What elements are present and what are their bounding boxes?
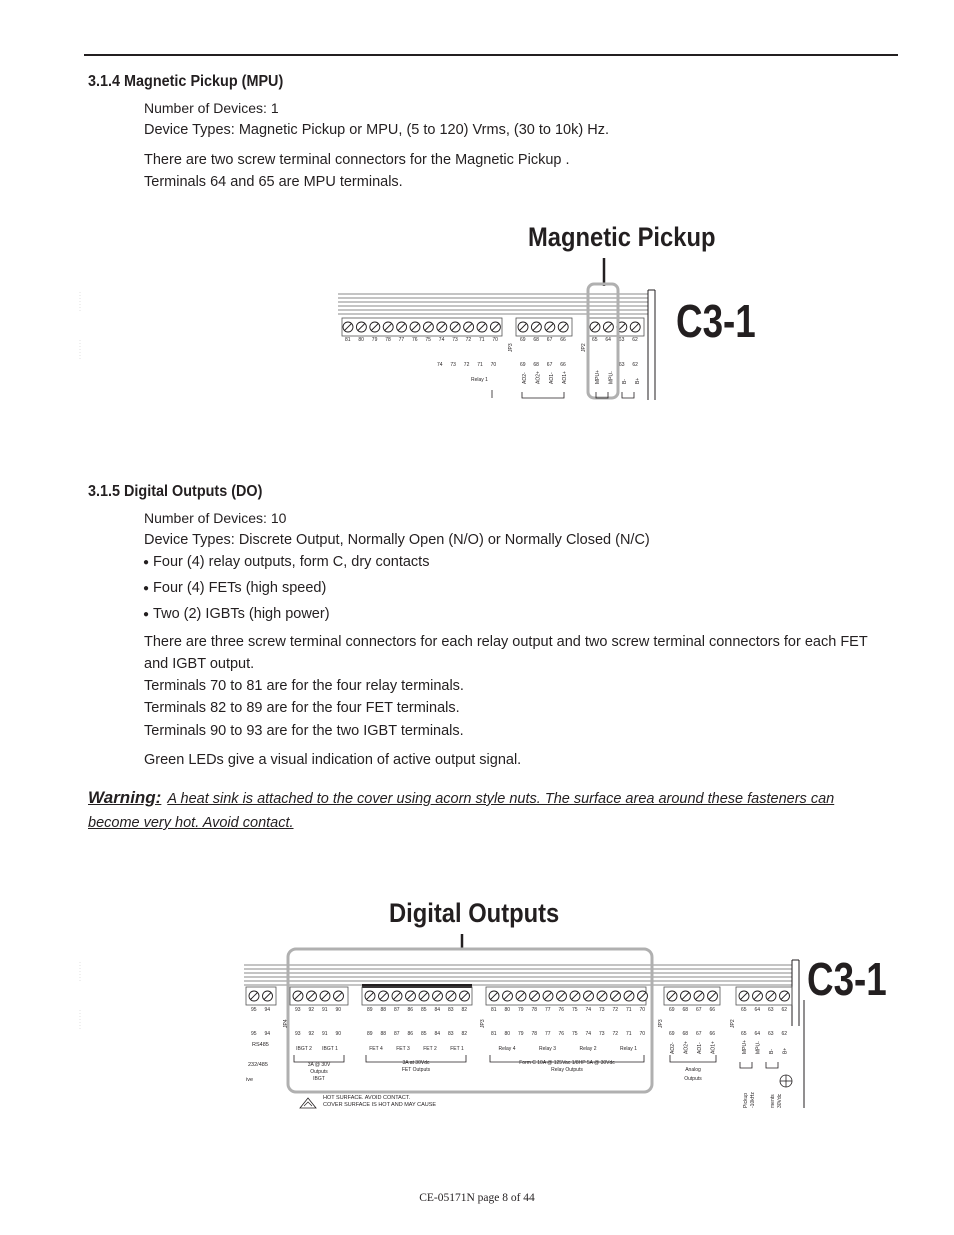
do-terminal-number-lower: 91 <box>322 1031 328 1037</box>
do-terminal-number: 74 <box>585 1007 592 1013</box>
mpu-terminal-number-lower: 62 <box>632 362 638 368</box>
do-terminal-number-lower: 82 <box>461 1031 468 1037</box>
do-screw-icon <box>293 991 303 1001</box>
mpu-diagram-title: Magnetic Pickup <box>528 222 716 252</box>
do-rs232-label: 232/485 <box>248 1062 268 1068</box>
do-relay-name: Relay 1 <box>620 1046 637 1052</box>
do-terminal-number: 92 <box>308 1007 315 1013</box>
do-analog-group: Analog <box>685 1067 701 1073</box>
do-terminal-number-lower: 92 <box>308 1031 315 1037</box>
do-terminal-number-lower: 70 <box>639 1031 646 1037</box>
do-screw-icon <box>597 991 607 1001</box>
do-jp-right: JP2 <box>730 1019 736 1028</box>
do-igbt-group-3: IBGT <box>313 1076 325 1082</box>
do-terminal-number-lower: 86 <box>407 1031 414 1037</box>
mpu-terminal-number: 65 <box>592 337 598 343</box>
do-screw-icon <box>320 991 330 1001</box>
mpu-terminal-number: 71 <box>479 337 485 343</box>
do-rs-cut-label: ive <box>246 1077 254 1083</box>
do-screw-icon <box>780 991 790 1001</box>
mpu-analog-label: AO2+ <box>535 371 542 384</box>
mpu-jp-left: JP3 <box>508 343 514 352</box>
do-relay-name: Relay 3 <box>539 1046 556 1052</box>
mpu-pickup-label: B- <box>621 379 628 384</box>
do-jp-left: JP4 <box>283 1019 289 1028</box>
do-analog-label: AO2- <box>670 1042 676 1054</box>
do-paragraph-3: Terminals 82 to 89 are for the four FET terminals. <box>144 700 460 716</box>
do-terminal-number: 77 <box>545 1007 551 1013</box>
do-fet-group-2: FET Outputs <box>401 1067 431 1073</box>
do-rs485-label: RS485 <box>252 1042 269 1048</box>
do-terminal-number-lower: 73 <box>599 1031 605 1037</box>
do-terminal-number-lower: 64 <box>754 1031 761 1037</box>
do-terminal-number: 86 <box>407 1007 414 1013</box>
do-paragraph-5: Green LEDs give a visual indication of active output signal. <box>144 752 522 768</box>
do-terminal-number-lower: 95 <box>251 1031 257 1037</box>
do-screw-icon <box>557 991 567 1001</box>
do-terminal-number-lower: 83 <box>448 1031 454 1037</box>
do-terminal-number-lower: 93 <box>295 1031 301 1037</box>
do-fet-name: FET 4 <box>369 1046 383 1052</box>
do-terminal-number-lower: 62 <box>781 1031 788 1037</box>
do-screw-icon <box>406 991 416 1001</box>
mpu-terminal-number: 66 <box>560 337 566 343</box>
do-terminal-number-lower: 77 <box>545 1031 551 1037</box>
mpu-terminal-number-lower: 74 <box>437 362 443 368</box>
do-terminal-number-lower: 85 <box>421 1031 427 1037</box>
do-terminal-number: 71 <box>626 1007 632 1013</box>
warning-text: A heat sink is attached to the cover using acorn style nuts. The surface area around these fasteners can become very hot. Avoid contact. <box>88 791 835 831</box>
page-footer: CE-05171N page 8 of 44 <box>419 1192 535 1204</box>
do-screw-icon <box>446 991 456 1001</box>
do-terminal-number-lower: 65 <box>741 1031 747 1037</box>
do-screw-icon <box>624 991 634 1001</box>
do-terminal-number-lower: 72 <box>612 1031 619 1037</box>
do-igbt-name: IBGT 2 <box>296 1046 312 1052</box>
do-screw-icon <box>489 991 499 1001</box>
do-screw-icon <box>249 991 259 1001</box>
do-terminal-number: 79 <box>518 1007 524 1013</box>
do-terminal-number: 73 <box>599 1007 605 1013</box>
do-terminal-number: 65 <box>741 1007 747 1013</box>
do-pickup-label-2: -10kHz <box>750 1092 756 1108</box>
do-terminal-number-lower: 81 <box>491 1031 497 1037</box>
mpu-terminal-number-lower: 66 <box>560 362 566 368</box>
do-terminal-number: 83 <box>448 1007 454 1013</box>
do-screw-icon <box>739 991 749 1001</box>
mpu-terminal-number: 76 <box>412 337 418 343</box>
do-screw-icon <box>708 991 718 1001</box>
do-terminal-number-lower: 87 <box>394 1031 400 1037</box>
mpu-connector-label: C3-1 <box>676 295 756 347</box>
do-terminal-number: 89 <box>367 1007 373 1013</box>
do-terminal-number: 95 <box>251 1007 257 1013</box>
do-terminal-number-lower: 68 <box>682 1031 689 1037</box>
mpu-terminal-number: 78 <box>385 337 391 343</box>
mpu-terminal-number-lower: 68 <box>533 362 539 368</box>
do-screw-icon <box>611 991 621 1001</box>
do-relay-name: Relay 2 <box>579 1046 597 1052</box>
do-screw-icon <box>263 991 273 1001</box>
mpu-terminal-number: 70 <box>492 337 498 343</box>
do-screw-icon <box>570 991 580 1001</box>
mpu-jp-right: JP2 <box>581 343 587 352</box>
mpu-terminal-number: 63 <box>618 337 625 343</box>
do-terminal-number: 90 <box>335 1007 342 1013</box>
do-screw-icon <box>516 991 526 1001</box>
do-terminal-number: 78 <box>531 1007 538 1013</box>
mpu-analog-label: AO1- <box>548 372 555 384</box>
mpu-terminal-number-lower: 71 <box>477 362 483 368</box>
do-terminal-number: 85 <box>421 1007 427 1013</box>
mpu-relay-label: Relay 1 <box>471 377 488 383</box>
do-screw-icon <box>433 991 443 1001</box>
mpu-device-types: Device Types: Magnetic Pickup or MPU, (5 to 120) Vrms, (30 to 10k) Hz. <box>144 122 609 138</box>
mpu-pickup-label: MPU+ <box>595 369 601 384</box>
do-terminal-number: 68 <box>682 1007 689 1013</box>
do-screw-icon <box>503 991 513 1001</box>
do-pickup-label: MPU+ <box>742 1039 748 1054</box>
mpu-terminal-number-lower: 70 <box>490 362 497 368</box>
do-screw-icon <box>365 991 375 1001</box>
mpu-paragraph-1: There are two screw terminal connectors for the Magnetic Pickup . <box>144 152 570 168</box>
do-connector-label: C3-1 <box>807 953 887 1005</box>
do-screws <box>249 991 790 1001</box>
do-screw-icon <box>307 991 317 1001</box>
do-terminal-number-lower: 89 <box>367 1031 373 1037</box>
mpu-terminal-number: 67 <box>546 337 553 343</box>
do-terminal-number-lower: 66 <box>709 1031 716 1037</box>
do-screw-icon <box>530 991 540 1001</box>
do-terminal-number-lower: 74 <box>585 1031 592 1037</box>
mpu-terminal-number: 77 <box>398 337 405 343</box>
do-screw-icon <box>766 991 776 1001</box>
do-relay-name: Relay 4 <box>498 1046 516 1052</box>
do-terminal-number: 94 <box>264 1007 271 1013</box>
do-relay-group: Form C 10A @ 125Vac 1/8HP 5A @ 30Vdc <box>519 1060 615 1066</box>
do-terminal-numbers <box>251 1007 789 1054</box>
mpu-terminal-number: 68 <box>533 337 539 343</box>
do-terminal-number: 88 <box>380 1007 387 1013</box>
mpu-analog-label: AO1+ <box>562 371 569 384</box>
mpu-pickup-label: B+ <box>635 377 642 384</box>
mpu-analog-label: AO2- <box>522 372 528 384</box>
do-terminal-number-lower: 69 <box>669 1031 675 1037</box>
do-terminal-number: 75 <box>572 1007 578 1013</box>
do-fet-name: FET 1 <box>450 1046 464 1052</box>
do-screw-icon <box>419 991 429 1001</box>
do-fet-name: FET 3 <box>396 1046 410 1052</box>
do-bullet-relay: ● Four (4) relay outputs, form C, dry contacts <box>143 550 429 576</box>
do-terminal-number: 72 <box>612 1007 619 1013</box>
mpu-terminal-number: 80 <box>358 337 364 343</box>
warning-triangle-icon <box>300 1098 316 1108</box>
do-terminal-number-lower: 90 <box>335 1031 342 1037</box>
mpu-terminal-number: 73 <box>452 337 458 343</box>
do-screw-icon <box>392 991 402 1001</box>
do-terminal-number: 93 <box>295 1007 301 1013</box>
do-device-count: Number of Devices: 10 <box>144 510 287 526</box>
do-analog-label: AO1+ <box>710 1041 717 1054</box>
do-igbt-name: IBGT 1 <box>322 1046 338 1052</box>
mpu-terminal-number: 69 <box>520 337 526 343</box>
do-pickup-label: MPU- <box>755 1041 762 1054</box>
do-terminal-number: 64 <box>754 1007 761 1013</box>
do-jp-mid: JP3 <box>480 1019 486 1028</box>
mpu-terminal-number: 81 <box>345 337 351 343</box>
do-terminal-number-lower: 88 <box>380 1031 387 1037</box>
do-terminal-number-lower: 71 <box>626 1031 632 1037</box>
section-heading-mpu: 3.1.4 Magnetic Pickup (MPU) <box>88 73 284 90</box>
do-relay-group-2: Relay Outputs <box>551 1067 583 1073</box>
do-screw-icon <box>638 991 648 1001</box>
do-terminal-number: 76 <box>558 1007 565 1013</box>
do-bullet-igbt: ● Two (2) IGBTs (high power) <box>143 602 429 628</box>
do-fet-group: 3A at 30Vdc <box>402 1060 430 1066</box>
mpu-terminal-number-lower: 67 <box>546 362 553 368</box>
do-screw-icon <box>667 991 677 1001</box>
do-terminal-number-lower: 67 <box>696 1031 702 1037</box>
do-terminal-number-lower: 76 <box>558 1031 565 1037</box>
mpu-terminal-number: 74 <box>438 337 445 343</box>
do-paragraph-4: Terminals 90 to 93 are for the two IGBT terminals. <box>144 723 464 739</box>
do-screw-icon <box>681 991 691 1001</box>
mpu-terminal-number-lower: 73 <box>450 362 456 368</box>
do-analog-label: AO2+ <box>683 1041 690 1054</box>
mpu-terminal-number: 79 <box>371 337 378 343</box>
do-hot-surface-1: HOT SURFACE. AVOID CONTACT. <box>323 1095 411 1101</box>
do-terminal-number: 91 <box>322 1007 328 1013</box>
mpu-terminal-number: 75 <box>425 337 431 343</box>
do-terminal-number: 82 <box>461 1007 468 1013</box>
do-igbt-group-2: Outputs <box>310 1069 328 1075</box>
do-paragraph-1: There are three screw terminal connectors for each relay output and two screw terminal connectors for each FET and IGBT output. <box>144 634 868 672</box>
mpu-device-count: Number of Devices: 1 <box>144 100 279 116</box>
do-screw-icon <box>379 991 389 1001</box>
do-terminal-number: 67 <box>696 1007 702 1013</box>
do-terminal-number: 84 <box>434 1007 441 1013</box>
do-pickup-label: B- <box>769 1049 775 1054</box>
do-terminal-number: 80 <box>504 1007 511 1013</box>
do-paragraph-2: Terminals 70 to 81 are for the four relay terminals. <box>144 678 464 694</box>
do-screw-icon <box>460 991 470 1001</box>
do-device-types: Device Types: Discrete Output, Normally Open (N/O) or Normally Closed (N/C) <box>144 532 650 548</box>
do-terminal-number: 66 <box>709 1007 716 1013</box>
do-diagram-title: Digital Outputs <box>389 898 560 928</box>
ground-symbol-icon <box>780 1075 792 1087</box>
do-screw-icon <box>584 991 594 1001</box>
mpu-terminal-number-lower: 69 <box>520 362 526 368</box>
do-pickup-label: Pickup <box>743 1092 749 1108</box>
mpu-paragraph-2: Terminals 64 and 65 are MPU terminals. <box>144 174 403 190</box>
do-terminal-number: 63 <box>768 1007 774 1013</box>
mpu-terminal-number-lower: 63 <box>619 362 625 368</box>
do-terminal-number-lower: 79 <box>518 1031 524 1037</box>
do-jp-mid-2: JP3 <box>658 1019 664 1028</box>
mpu-pickup-label: MPU- <box>608 371 615 384</box>
do-terminal-number: 70 <box>639 1007 646 1013</box>
do-terminal-number-lower: 78 <box>531 1031 538 1037</box>
do-terminal-number: 81 <box>491 1007 497 1013</box>
do-terminal-number: 87 <box>394 1007 400 1013</box>
do-screw-icon <box>694 991 704 1001</box>
do-screw-icon <box>753 991 763 1001</box>
warning-label: Warning: <box>88 788 162 807</box>
do-power-label: ments <box>770 1094 776 1108</box>
mpu-terminal-number-lower: 72 <box>463 362 470 368</box>
do-hot-surface-2: COVER SURFACE IS HOT AND MAY CAUSE <box>323 1102 437 1108</box>
do-fet-name: FET 2 <box>423 1046 437 1052</box>
do-analog-label: AO1- <box>697 1042 703 1054</box>
do-terminal-number-lower: 80 <box>504 1031 511 1037</box>
do-screw-icon <box>543 991 553 1001</box>
do-analog-group-2: Outputs <box>684 1076 702 1082</box>
do-igbt-group: 3A @ 30V <box>307 1062 331 1068</box>
do-terminal-number-lower: 75 <box>572 1031 578 1037</box>
do-bullet-fet: ● Four (4) FETs (high speed) <box>143 576 429 602</box>
do-terminal-number: 69 <box>669 1007 675 1013</box>
mpu-terminal-number: 64 <box>605 337 611 343</box>
mpu-terminal-number: 72 <box>465 337 472 343</box>
do-power-label-2: 30Vdc <box>777 1093 783 1108</box>
do-pickup-label: B+ <box>782 1047 789 1054</box>
do-terminal-number-lower: 94 <box>264 1031 271 1037</box>
mpu-terminal-number: 62 <box>632 337 638 343</box>
do-terminal-number-lower: 63 <box>768 1031 774 1037</box>
section-heading-do: 3.1.5 Digital Outputs (DO) <box>88 483 263 500</box>
do-terminal-number: 62 <box>781 1007 788 1013</box>
do-terminal-number-lower: 84 <box>434 1031 441 1037</box>
do-screw-icon <box>334 991 344 1001</box>
